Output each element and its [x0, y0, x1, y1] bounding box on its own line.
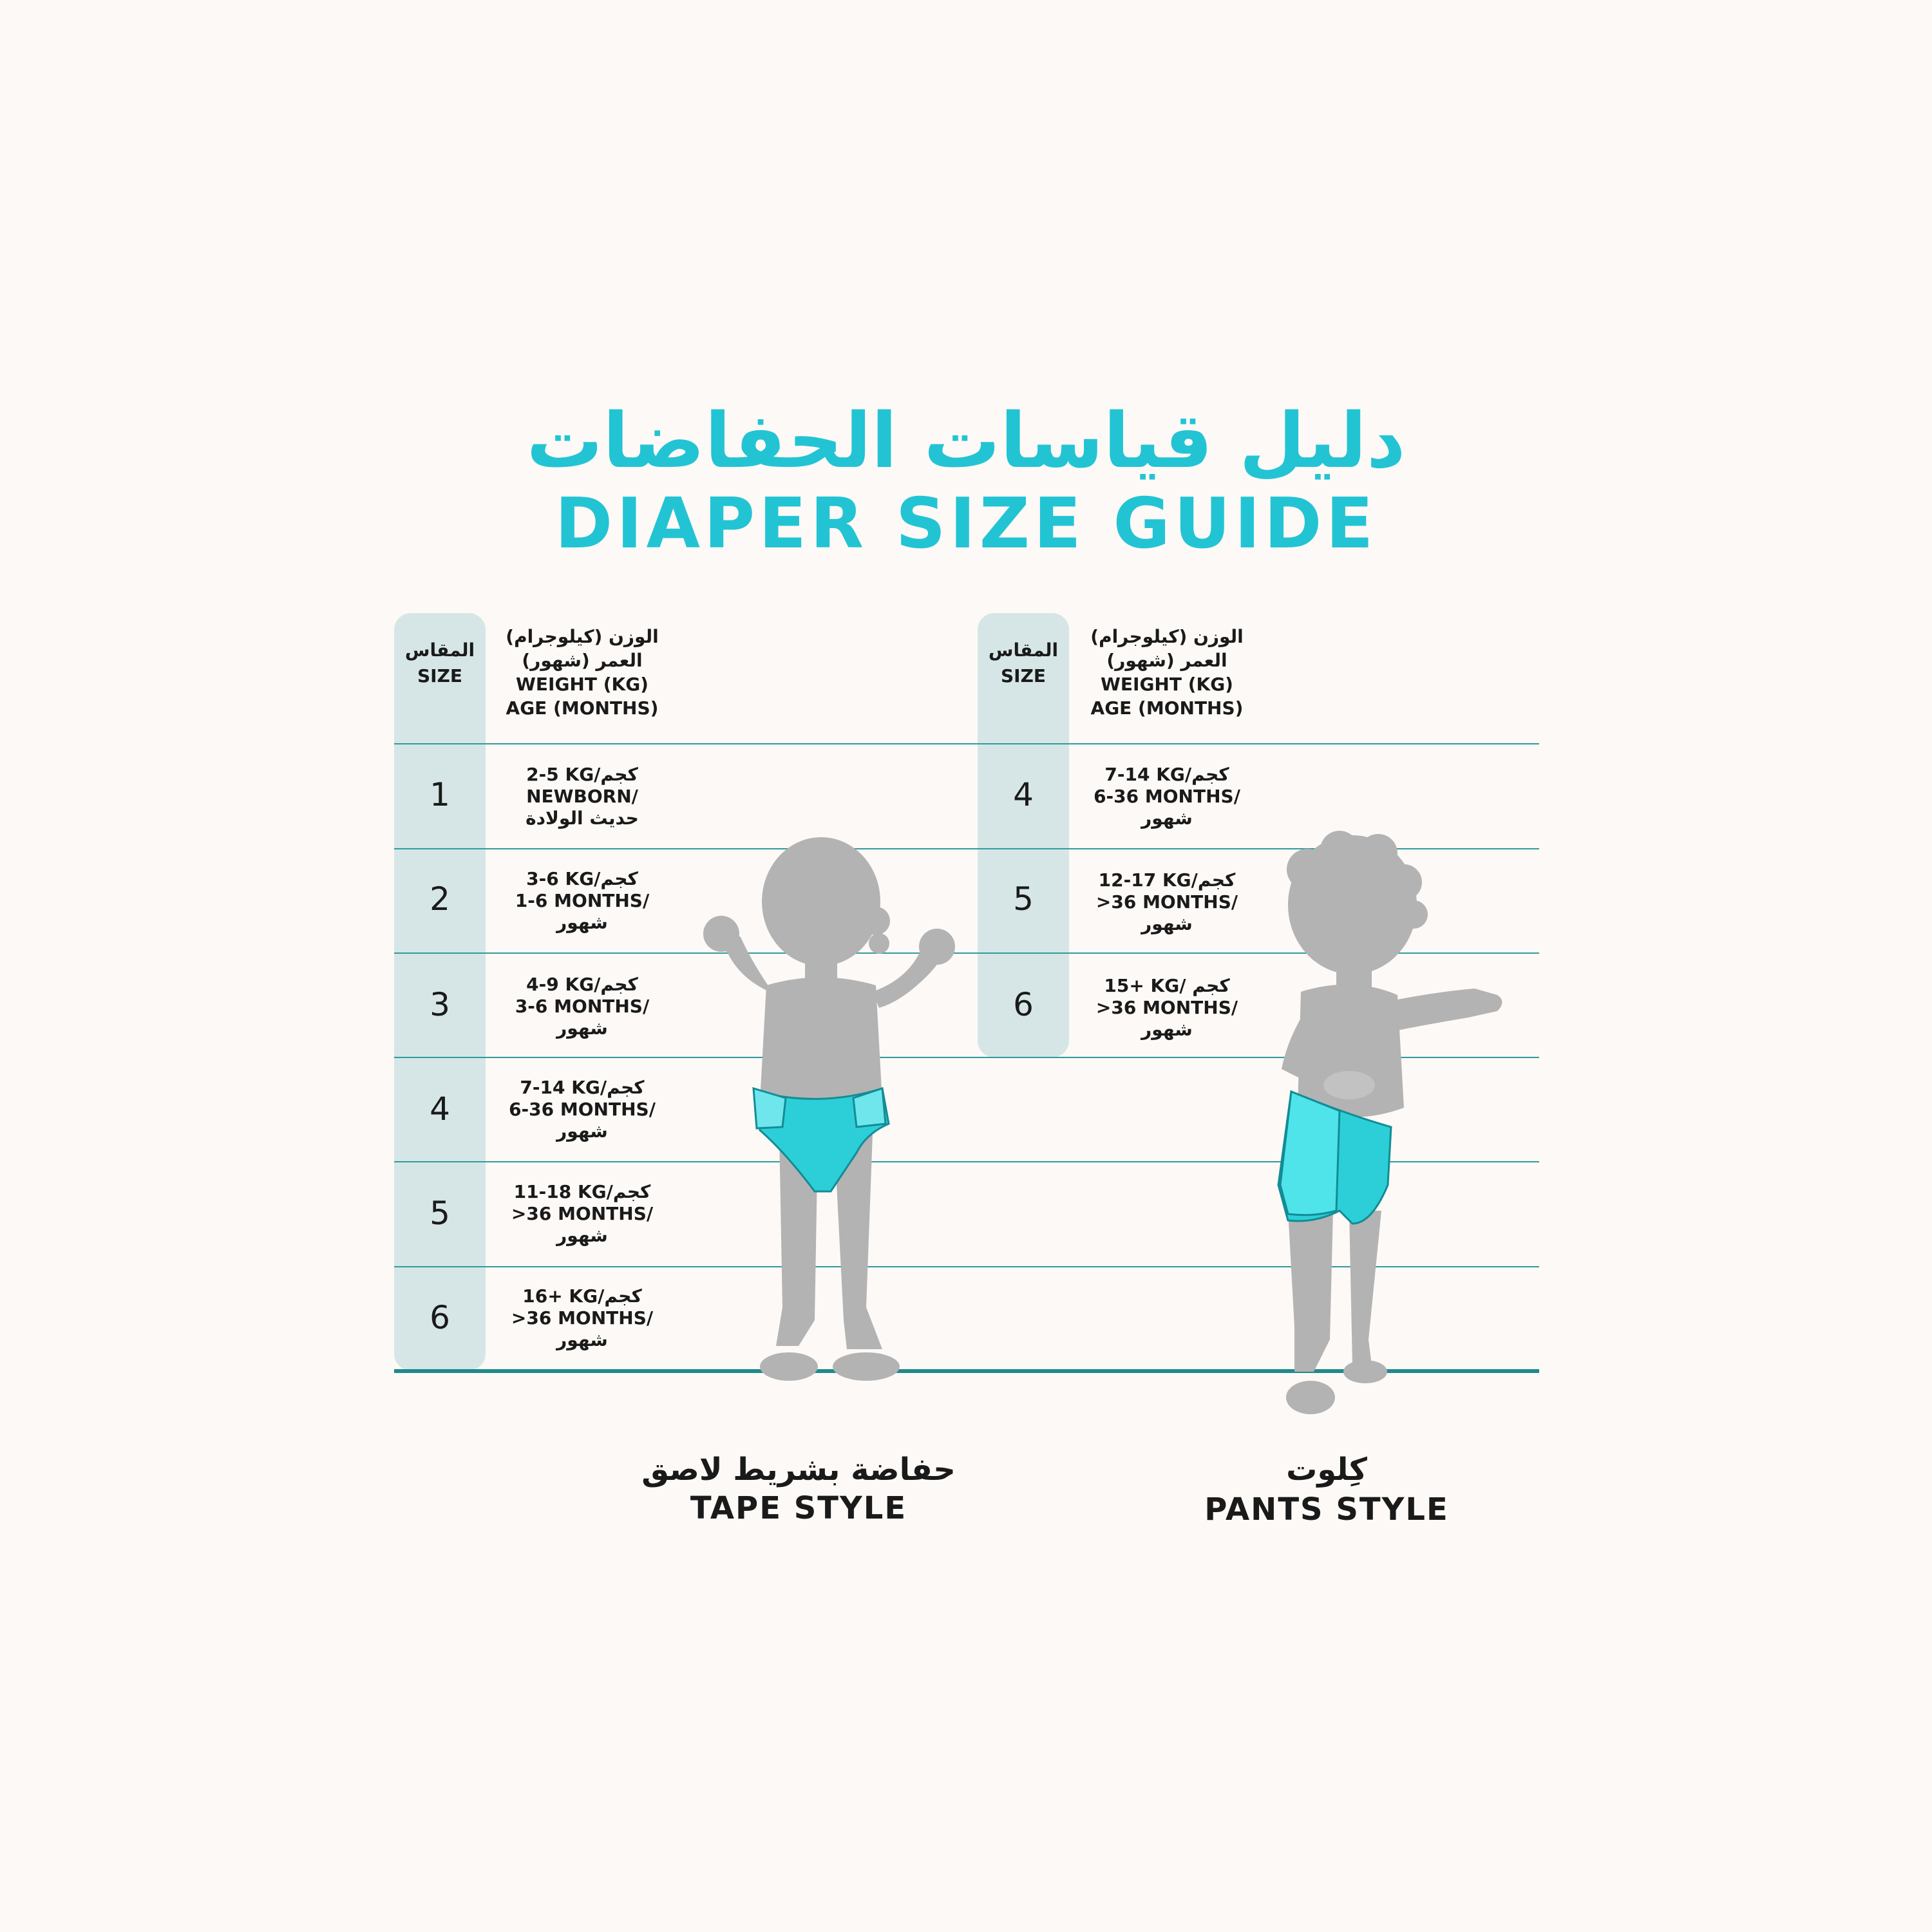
- title-english: DIAPER SIZE GUIDE: [554, 484, 1378, 564]
- header-weight-arabic: الوزن (كيلوجرام): [1090, 626, 1244, 647]
- pants-header-size: [978, 638, 1069, 689]
- age-text: 6-36 MONTHS/: [1094, 786, 1240, 807]
- header-size-english: SIZE: [1000, 665, 1046, 687]
- pants-style-baby-illustration: [1243, 824, 1533, 1423]
- pants-size-6: 6: [1013, 986, 1034, 1023]
- age-arabic-text: شهور: [1141, 913, 1193, 934]
- tape-row-4-info: [486, 1077, 679, 1142]
- tape-header-info: [486, 625, 679, 720]
- tape-row-1-info: [486, 764, 679, 829]
- weight-text: 2-5 KG/كجم: [526, 764, 638, 785]
- age-text: 3-6 MONTHS/: [515, 996, 650, 1017]
- tape-style-caption-arabic: حفاضة بشريط لاصق: [641, 1452, 956, 1488]
- tape-row-6-info: [486, 1285, 679, 1351]
- header-size-arabic: المقاس: [404, 639, 475, 661]
- weight-text: 7-14 KG/كجم: [1104, 764, 1229, 785]
- header-age-arabic: العمر (شهور): [1106, 650, 1227, 671]
- header-age-english: AGE (MONTHS): [506, 697, 659, 719]
- age-arabic-text: شهور: [556, 1018, 608, 1039]
- tape-size-5: 5: [430, 1195, 450, 1232]
- age-arabic-text: حديث الولادة: [526, 808, 639, 829]
- tape-style-baby-illustration: [689, 831, 972, 1391]
- tape-header-size: [394, 638, 486, 689]
- pants-style-caption-arabic: كِلوت: [1286, 1452, 1367, 1488]
- age-arabic-text: شهور: [1141, 808, 1193, 829]
- tape-row-2-info: [486, 868, 679, 934]
- table-rule: [394, 743, 1539, 744]
- header-age-arabic: العمر (شهور): [522, 650, 643, 671]
- header-age-english: AGE (MONTHS): [1090, 697, 1244, 719]
- pants-row-4-info: [1070, 764, 1264, 829]
- weight-text: 15+ KG/ كجم: [1104, 975, 1230, 996]
- weight-text: 11-18 KG/كجم: [513, 1181, 651, 1202]
- header-weight-arabic: الوزن (كيلوجرام): [506, 626, 659, 647]
- pants-header-info: [1070, 625, 1264, 720]
- pants-size-5: 5: [1013, 880, 1034, 918]
- age-text: 1-6 MONTHS/: [515, 890, 650, 911]
- age-text: >36 MONTHS/: [1095, 997, 1238, 1018]
- weight-text: 3-6 KG/كجم: [526, 868, 638, 889]
- age-arabic-text: شهور: [556, 1225, 608, 1246]
- age-arabic-text: شهور: [556, 912, 608, 933]
- pants-size-4: 4: [1013, 776, 1034, 813]
- weight-text: 7-14 KG/كجم: [520, 1077, 645, 1098]
- weight-text: 4-9 KG/كجم: [526, 974, 638, 995]
- age-text: NEWBORN/: [526, 786, 638, 807]
- pants-row-6-info: [1070, 975, 1264, 1041]
- age-arabic-text: شهور: [556, 1329, 608, 1350]
- tape-size-4: 4: [430, 1090, 450, 1128]
- age-text: >36 MONTHS/: [511, 1307, 654, 1329]
- age-text: >36 MONTHS/: [511, 1203, 654, 1224]
- tape-row-5-info: [486, 1181, 679, 1247]
- header-weight-english: WEIGHT (KG): [516, 674, 649, 695]
- weight-text: 12-17 KG/كجم: [1098, 869, 1236, 891]
- tape-size-6: 6: [430, 1299, 450, 1336]
- age-text: >36 MONTHS/: [1095, 891, 1238, 913]
- tape-size-3: 3: [430, 986, 450, 1023]
- tape-style-caption-english: TAPE STYLE: [690, 1490, 907, 1526]
- pants-style-caption-english: PANTS STYLE: [1204, 1492, 1449, 1528]
- tape-size-2: 2: [430, 880, 450, 918]
- header-size-arabic: المقاس: [988, 639, 1059, 661]
- age-text: 6-36 MONTHS/: [509, 1099, 656, 1120]
- title-arabic: دليل قياسات الحفاضات: [526, 396, 1406, 485]
- age-arabic-text: شهور: [556, 1121, 608, 1142]
- header-size-english: SIZE: [417, 665, 462, 687]
- tape-size-1: 1: [430, 776, 450, 813]
- pants-row-5-info: [1070, 869, 1264, 935]
- weight-text: 16+ KG/كجم: [522, 1285, 642, 1307]
- tape-row-3-info: [486, 974, 679, 1039]
- header-weight-english: WEIGHT (KG): [1101, 674, 1233, 695]
- age-arabic-text: شهور: [1141, 1019, 1193, 1040]
